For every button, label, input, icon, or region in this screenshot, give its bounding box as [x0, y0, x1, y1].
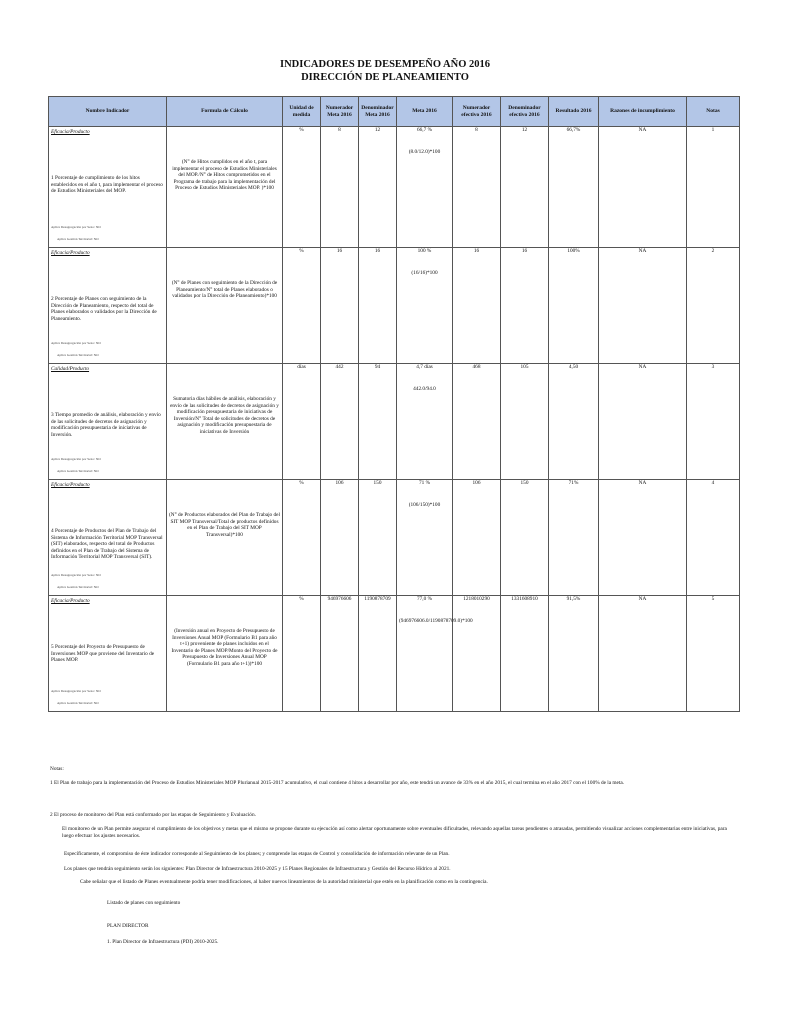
- territorial-applicability: Aplica Gestión Territorial: NO: [57, 468, 99, 473]
- cell-nombre: [49, 248, 167, 364]
- plan-director-item: 1. Plan Director de Infraestructura (PDI) 2010-2025.: [107, 939, 219, 945]
- table-row: [49, 248, 740, 364]
- table-row: [49, 596, 740, 712]
- cell-num-efectivo: 468: [453, 364, 501, 480]
- cell-resultado: 91,5%: [549, 596, 599, 712]
- note-2-paragraph-1: El monitoreo de un Plan permite asegurar el cumplimiento de los objetivos y metas que el mismo se propone durante su ejecución así como alertar oportunamente sobre eventuales dificultades, relevando aquellas tareas pendientes o atrasadas, permitiendo visualizar acciones complementarias entre iniciativas, para luego efectuar los ajustes necesarios.: [62, 826, 727, 839]
- cell-nombre: [49, 127, 167, 248]
- cell-notas: 5: [687, 596, 740, 712]
- indicator-dimension: Eficacia/Producto: [51, 250, 90, 256]
- indicator-name: 5 Porcentaje del Proyecto de Presupuesto de Inversiones MOP que proviene del Inventario de Planes MOP.: [51, 644, 155, 664]
- note-2: 2 El proceso de monitoreo del Plan está conformado por las etapas de Seguimiento y Evaluación.: [50, 812, 256, 818]
- cell-num-efectivo: 16: [453, 248, 501, 364]
- meta-value: 66,7 %: [416, 127, 432, 133]
- meta-calculation: 442.0/94.0: [413, 386, 436, 392]
- cell-unidad: %: [283, 596, 321, 712]
- meta-value: 100 %: [417, 248, 432, 254]
- indicator-dimension: Eficacia/Producto: [51, 129, 90, 135]
- cell-notas: 4: [687, 480, 740, 596]
- indicator-formula: (Inversión anual en Proyecto de Presupuesto de Inversiones Anual MOP (Formulario B1 para año t+1) proveniente de planes incluidos en el Inventario de Planes MOP/Monto del Proyecto de Presupuesto de Inversiones Anual MOP (Formulario B1 para año t+1))*100: [171, 628, 278, 668]
- document-subtitle: DIRECCIÓN DE PLANEAMIENTO: [301, 72, 469, 83]
- cell-unidad: %: [283, 248, 321, 364]
- cell-notas: 3: [687, 364, 740, 480]
- cell-unidad: %: [283, 480, 321, 596]
- indicator-name: 4 Porcentaje de Productos del Plan de Trabajo del Sistema de Información Territorial MOP Transversal (SIT) elaborados, respecto del total de Productos definidos en el Plan de Trabajo del Sistema de Información Territorial MOP Transversal (SIT).: [51, 528, 163, 561]
- cell-notas: 1: [687, 127, 740, 248]
- header-num-meta: Numerador Meta 2016: [321, 97, 359, 127]
- cell-razones: NA: [599, 364, 687, 480]
- indicators-table: [48, 96, 740, 712]
- cell-formula: [167, 248, 283, 364]
- cell-den-efectivo: 1331608910: [501, 596, 549, 712]
- cell-resultado: 66,7%: [549, 127, 599, 248]
- cell-resultado: 4,50: [549, 364, 599, 480]
- cell-num-efectivo: 1218010290: [453, 596, 501, 712]
- cell-nombre: [49, 596, 167, 712]
- cell-nombre: [49, 480, 167, 596]
- table-header-row: [49, 97, 740, 127]
- meta-value: 4,7 días: [416, 364, 433, 370]
- table-row: [49, 364, 740, 480]
- cell-den-meta: 12: [359, 127, 397, 248]
- cell-num-meta: 946976606: [321, 596, 359, 712]
- gender-applicability: Aplica Desagregación por Sexo: NO: [51, 340, 101, 345]
- header-resultado: Resultado 2016: [549, 97, 599, 127]
- territorial-applicability: Aplica Gestión Territorial: NO: [57, 584, 99, 589]
- meta-calculation: (946976606.0/1190878709.0)*100: [399, 618, 473, 624]
- note-2-paragraph-4: Cabe señalar que el listado de Planes eventualmente podría tener modificaciones, al haber nuevos lineamientos de la autoridad ministerial que estén en la planificación como en la contingencia.: [80, 879, 488, 885]
- cell-unidad: días: [283, 364, 321, 480]
- cell-formula: [167, 480, 283, 596]
- cell-resultado: 71%: [549, 480, 599, 596]
- cell-num-efectivo: 106: [453, 480, 501, 596]
- cell-den-meta: 16: [359, 248, 397, 364]
- indicator-formula: (N° de Hitos cumplidos en el año t, para implementar el proceso de Estudios Ministeriales del MOP./N° de Hitos comprometidos en el Programa de trabajo para la implementación del Proceso de Estudios Ministeriales MOP. )*100: [172, 159, 277, 192]
- indicator-formula: (N° de Productos elaborados del Plan de Trabajo del SIT MOP Transversal/Total de productos definidos en el Plan de Trabajo del SIT MOP Transversal)*100: [169, 512, 280, 538]
- note-2-paragraph-2: Específicamente, el compromiso de éste indicador corresponde al Seguimiento de los planes; y comprende las etapas de Control y consolidación de información relevante de un Plan.: [64, 851, 450, 857]
- plans-list-heading: Listado de planes con seguimiento: [107, 900, 181, 906]
- plan-director-heading: PLAN DIRECTOR: [107, 923, 149, 929]
- meta-value: 77,0 %: [416, 596, 432, 602]
- cell-nombre: [49, 364, 167, 480]
- cell-razones: NA: [599, 596, 687, 712]
- cell-den-efectivo: 16: [501, 248, 549, 364]
- indicator-dimension: Calidad/Producto: [51, 366, 90, 372]
- cell-formula: [167, 596, 283, 712]
- header-unidad: Unidad de medida: [283, 97, 321, 127]
- cell-meta: [397, 364, 453, 480]
- header-nombre: Nombre Indicador: [49, 97, 167, 127]
- table-row: [49, 480, 740, 596]
- indicator-formula: (N° de Planes con seguimiento de la Dirección de Planeamiento/N° total de Planes elaborados o validados por la Dirección de Planeamiento)*100: [171, 280, 278, 300]
- header-den-meta: Denominador Meta 2016: [359, 97, 397, 127]
- cell-razones: NA: [599, 248, 687, 364]
- header-den-efectivo: Denominador efectivo 2016: [501, 97, 549, 127]
- cell-formula: [167, 127, 283, 248]
- indicator-name: 1 Porcentaje de cumplimiento de los hitos establecidos en el año t, para implementar el proceso de Estudios Ministeriales del MOP.: [51, 175, 163, 195]
- indicator-dimension: Eficacia/Producto: [51, 482, 90, 488]
- gender-applicability: Aplica Desagregación por Sexo: NO: [51, 688, 101, 693]
- cell-den-efectivo: 12: [501, 127, 549, 248]
- note-2-paragraph-3: Los planes que tendrán seguimiento serán los siguientes: Plan Director de Infraestructura 2010-2025 y 15 Planes Regionales de Infraestructura y Gestión del Recurso Hídrico al 2021.: [64, 866, 451, 872]
- cell-num-meta: 16: [321, 248, 359, 364]
- cell-resultado: 100%: [549, 248, 599, 364]
- gender-applicability: Aplica Desagregación por Sexo: NO: [51, 572, 101, 577]
- header-num-efectivo: Numerador efectivo 2016: [453, 97, 501, 127]
- cell-num-meta: 8: [321, 127, 359, 248]
- territorial-applicability: Aplica Gestión Territorial: NO: [57, 352, 99, 357]
- cell-num-meta: 442: [321, 364, 359, 480]
- cell-razones: NA: [599, 127, 687, 248]
- indicator-formula: Sumatoria días hábiles de análisis, elaboración y envío de las solicitudes de decretos de asignación y modificación presupuestaria de iniciativas de Inversión/N° Total de solicitudes de decretos de asignación y modificación presupuestaria de iniciativas de Inversión: [170, 396, 279, 436]
- cell-meta: [397, 480, 453, 596]
- cell-meta: [397, 596, 473, 712]
- cell-num-meta: 106: [321, 480, 359, 596]
- territorial-applicability: Aplica Gestión Territorial: NO: [57, 236, 99, 241]
- meta-calculation: (16/16)*100: [411, 270, 438, 276]
- header-formula: Formula de Cálculo: [167, 97, 283, 127]
- indicator-dimension: Eficacia/Producto: [51, 598, 90, 604]
- notes-label: Notas:: [50, 766, 64, 772]
- meta-calculation: (106/150)*100: [408, 502, 441, 508]
- document-title: INDICADORES DE DESEMPEÑO AÑO 2016: [279, 59, 491, 70]
- header-razones: Razones de incumplimiento: [599, 97, 687, 127]
- cell-unidad: %: [283, 127, 321, 248]
- meta-calculation: (8.0/12.0)*100: [408, 149, 441, 155]
- meta-value: 71 %: [418, 480, 431, 486]
- indicator-name: 2 Porcentaje de Planes con seguimiento de la Dirección de Planeamiento, respecto del total de Planes elaborados o validados por la Dirección de Planeamiento.: [51, 296, 157, 322]
- cell-den-efectivo: 105: [501, 364, 549, 480]
- cell-den-meta: 94: [359, 364, 397, 480]
- header-meta: Meta 2016: [397, 97, 453, 127]
- note-1: 1 El Plan de trabajo para la implementación del Proceso de Estudios Ministeriales MOP Plurianual 2015-2017 acumulativo, el cual contiene 4 hitos a desarrollar por año, este tendrá un avance de 33% en el año 2015, el cual termina en el año 2017 con el 100% de la meta.: [50, 780, 625, 786]
- cell-meta: [397, 127, 453, 248]
- gender-applicability: Aplica Desagregación por Sexo: NO: [51, 456, 101, 461]
- cell-den-efectivo: 150: [501, 480, 549, 596]
- territorial-applicability: Aplica Gestión Territorial: NO: [57, 700, 99, 705]
- indicator-name: 3 Tiempo promedio de análisis, elaboración y envío de las solicitudes de decretos de asignación y modificación presupuestaria de iniciativas de Inversión.: [51, 412, 161, 438]
- cell-razones: NA: [599, 480, 687, 596]
- cell-den-meta: 150: [359, 480, 397, 596]
- header-notas: Notas: [687, 97, 740, 127]
- cell-den-meta: 1190878709: [359, 596, 397, 712]
- cell-notas: 2: [687, 248, 740, 364]
- cell-formula: [167, 364, 283, 480]
- cell-num-efectivo: 8: [453, 127, 501, 248]
- cell-meta: [397, 248, 453, 364]
- table-row: [49, 127, 740, 248]
- gender-applicability: Aplica Desagregación por Sexo: NO: [51, 224, 101, 229]
